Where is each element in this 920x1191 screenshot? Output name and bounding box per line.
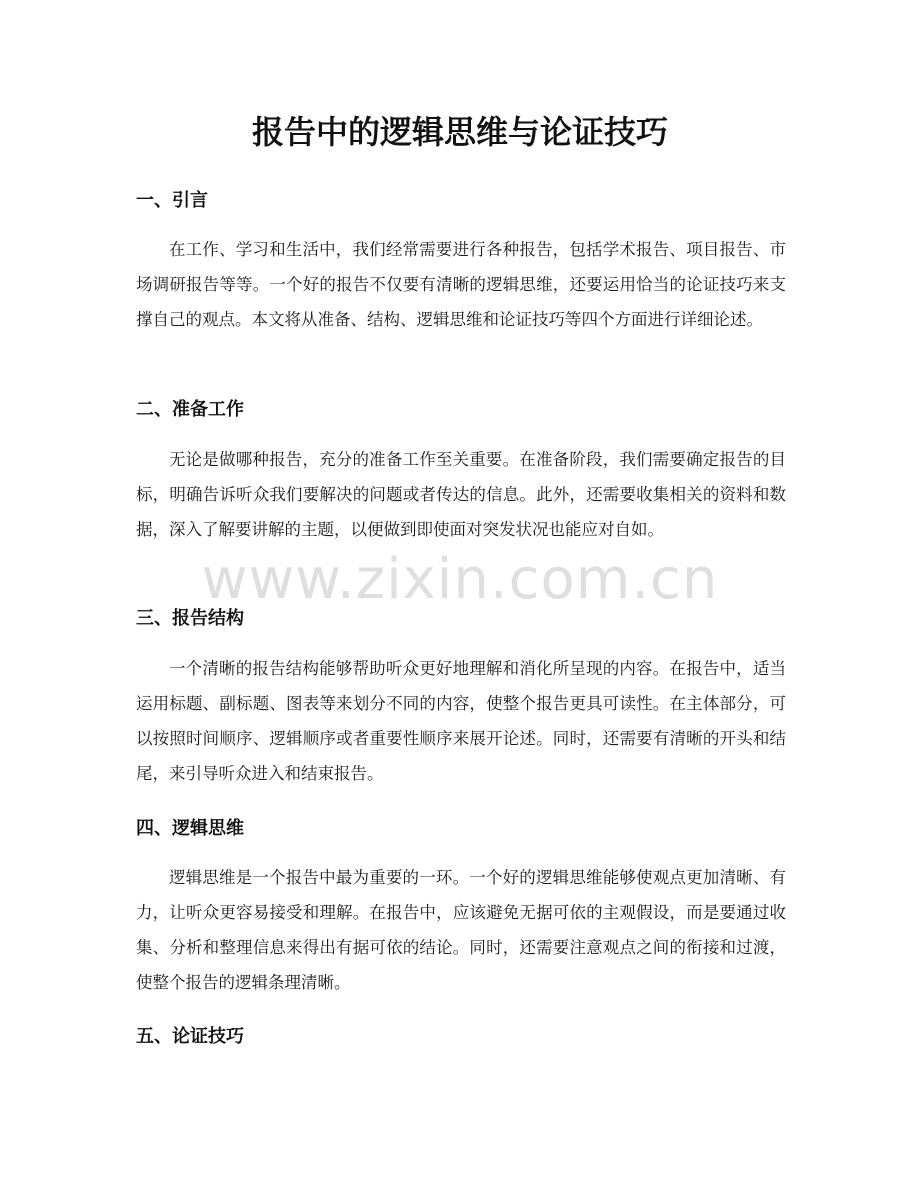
section-heading-logical-thinking: 四、逻辑思维	[136, 818, 244, 839]
section-heading-structure: 三、报告结构	[136, 608, 244, 629]
section-heading-preparation: 二、准备工作	[136, 399, 244, 420]
section-paragraph-introduction: 在工作、学习和生活中，我们经常需要进行各种报告，包括学术报告、项目报告、市场调研报告等等。一个好的报告不仅要有清晰的逻辑思维，还要运用恰当的论证技巧来支撑自己的观点。本文将从准备、结构、逻辑思维和论证技巧等四个方面进行详细论述。	[136, 240, 786, 329]
watermark-text: www.zixin.com.cn	[201, 547, 719, 612]
section-paragraph-preparation: 无论是做哪种报告，充分的准备工作至关重要。在准备阶段，我们需要确定报告的目标，明确告诉听众我们要解决的问题或者传达的信息。此外，还需要收集相关的资料和数据，深入了解要讲解的主题，以便做到即使面对突发状况也能应对自如。	[136, 450, 786, 539]
section-paragraph-logical-thinking: 逻辑思维是一个报告中最为重要的一环。一个好的逻辑思维能够使观点更加清晰、有力，让听众更容易接受和理解。在报告中，应该避免无据可依的主观假设，而是要通过收集、分析和整理信息来得出有据可依的结论。同时，还需要注意观点之间的衔接和过渡，使整个报告的逻辑条理清晰。	[136, 868, 786, 992]
section-paragraph-structure: 一个清晰的报告结构能够帮助听众更好地理解和消化所呈现的内容。在报告中，适当运用标题、副标题、图表等来划分不同的内容，使整个报告更具可读性。在主体部分，可以按照时间顺序、逻辑顺序或者重要性顺序来展开论述。同时，还需要有清晰的开头和结尾，来引导听众进入和结束报告。	[136, 659, 786, 783]
section-heading-introduction: 一、引言	[136, 190, 208, 211]
document-title: 报告中的逻辑思维与论证技巧	[251, 113, 668, 151]
section-heading-argumentation: 五、论证技巧	[136, 1026, 244, 1047]
